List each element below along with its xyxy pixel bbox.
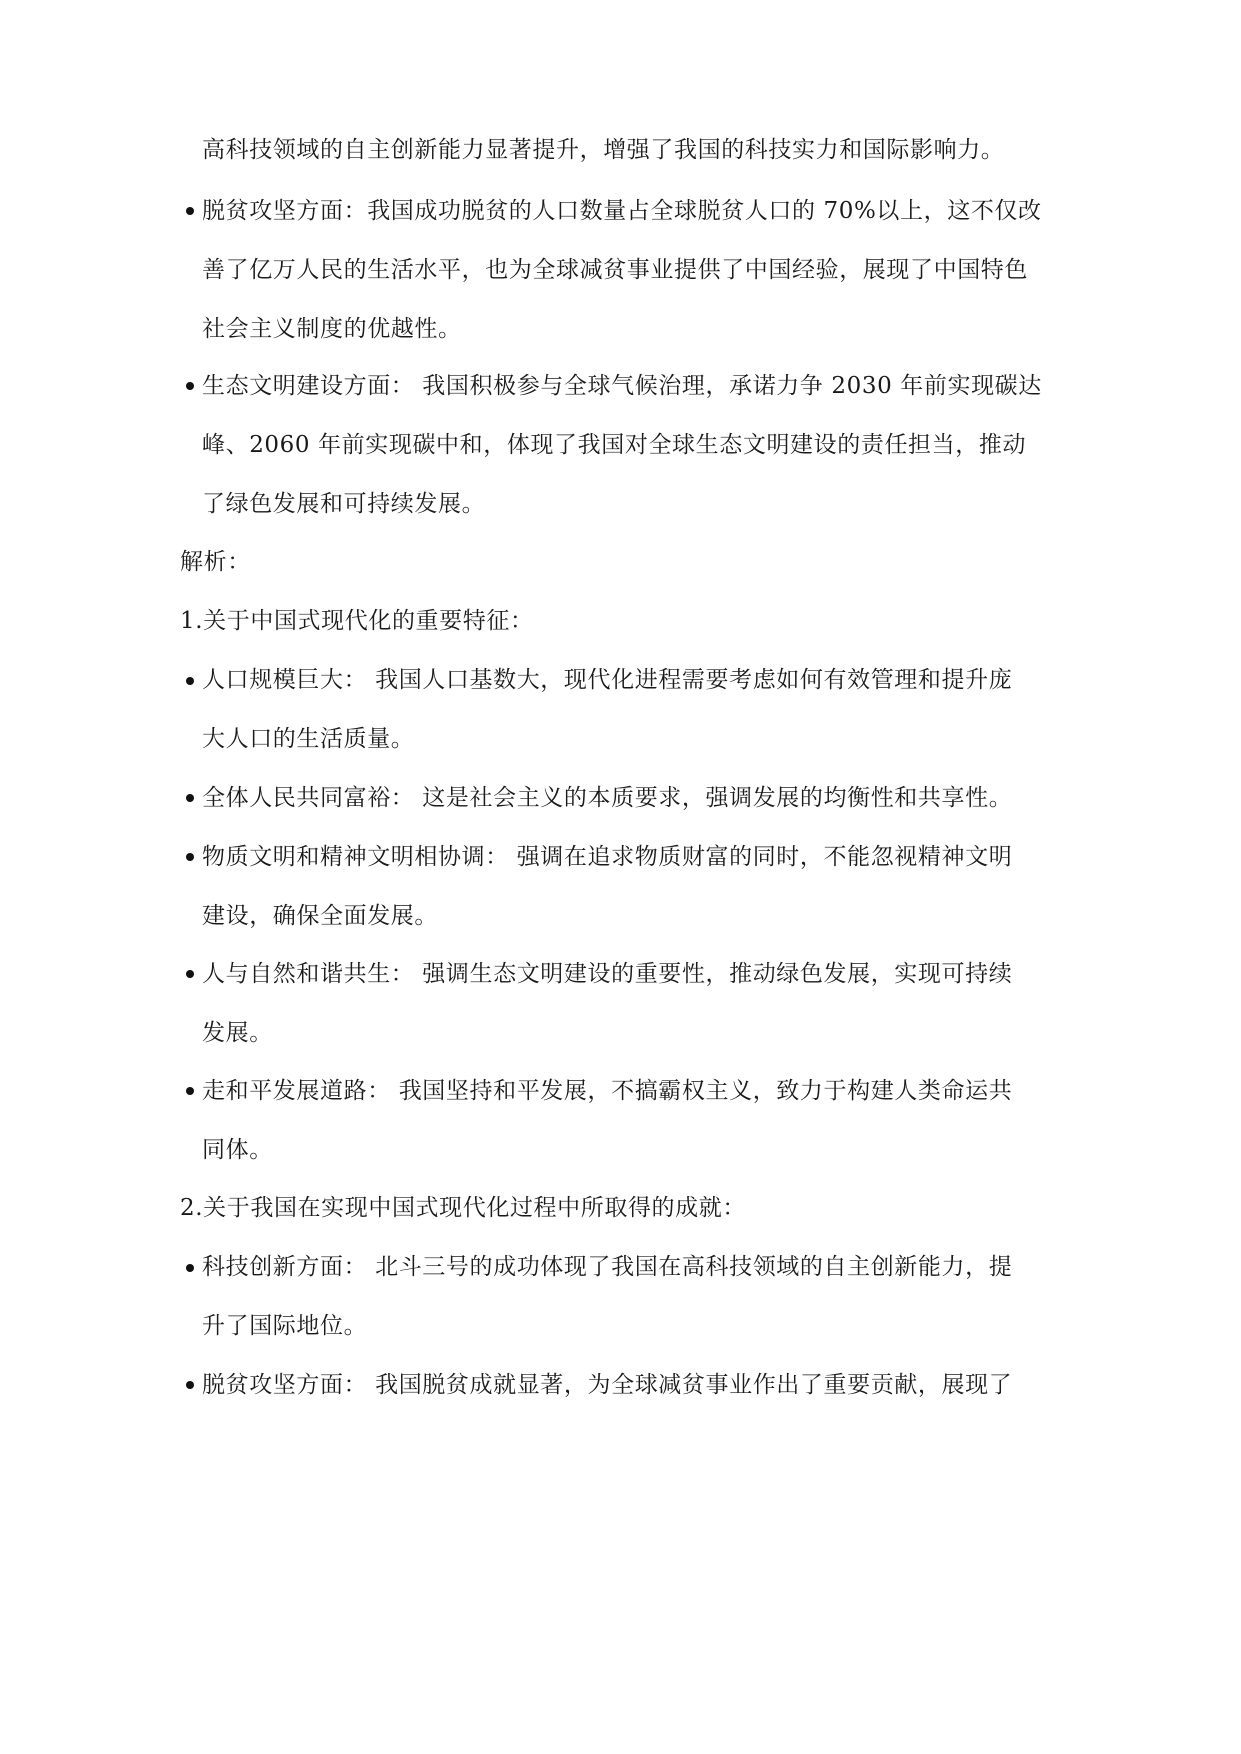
- feature-1-line-2: 大人口的生活质量。: [202, 726, 415, 752]
- feature-4-line-2: 发展。: [202, 1020, 273, 1046]
- poverty-line-1: 脱贫攻坚方面：我国成功脱贫的人口数量占全球脱贫人口的 70%以上，这不仅改: [202, 198, 1042, 224]
- poverty-line-3: 社会主义制度的优越性。: [202, 316, 462, 342]
- feature-3-line-1: 物质文明和精神文明相协调： 强调在追求物质财富的同时，不能忽视精神文明: [202, 844, 1013, 870]
- poverty-line-2: 善了亿万人民的生活水平，也为全球减贫事业提供了中国经验，展现了中国特色: [202, 257, 1028, 283]
- section1-title: 1.关于中国式现代化的重要特征：: [180, 608, 534, 634]
- achievement-1-line-1: 科技创新方面： 北斗三号的成功体现了我国在高科技领域的自主创新能力，提: [202, 1254, 1013, 1280]
- feature-1-line-1: 人口规模巨大： 我国人口基数大，现代化进程需要考虑如何有效管理和提升庞: [202, 667, 1013, 693]
- achievement-2-line-1: 脱贫攻坚方面： 我国脱贫成就显著，为全球减贫事业作出了重要贡献，展现了: [202, 1372, 1013, 1398]
- ecology-line-3: 了绿色发展和可持续发展。: [202, 491, 486, 517]
- ecology-line-2: 峰、2060 年前实现碳中和，体现了我国对全球生态文明建设的责任担当，推动: [202, 432, 1027, 458]
- bullet-icon: [186, 382, 194, 390]
- feature-3-line-2: 建设，确保全面发展。: [202, 903, 438, 929]
- section2-title: 2.关于我国在实现中国式现代化过程中所取得的成就：: [180, 1195, 746, 1221]
- bullet-icon: [186, 970, 194, 978]
- feature-5-line-2: 同体。: [202, 1137, 273, 1163]
- bullet-icon: [186, 677, 194, 685]
- achievement-1-line-2: 升了国际地位。: [202, 1313, 368, 1339]
- bullet-icon: [186, 853, 194, 861]
- feature-2-line-1: 全体人民共同富裕： 这是社会主义的本质要求，强调发展的均衡性和共享性。: [202, 785, 1013, 811]
- feature-5-line-1: 走和平发展道路： 我国坚持和平发展，不搞霸权主义，致力于构建人类命运共: [202, 1078, 1013, 1104]
- bullet-icon: [186, 1381, 194, 1389]
- bullet-icon: [186, 794, 194, 802]
- bullet-icon: [186, 1264, 194, 1272]
- continuation-line: 高科技领域的自主创新能力显著提升，增强了我国的科技实力和国际影响力。: [202, 137, 1005, 163]
- bullet-icon: [186, 207, 194, 215]
- ecology-line-1: 生态文明建设方面： 我国积极参与全球气候治理，承诺力争 2030 年前实现碳达: [202, 373, 1042, 399]
- analysis-label: 解析：: [180, 549, 251, 575]
- feature-4-line-1: 人与自然和谐共生： 强调生态文明建设的重要性，推动绿色发展，实现可持续: [202, 961, 1013, 987]
- bullet-icon: [186, 1087, 194, 1095]
